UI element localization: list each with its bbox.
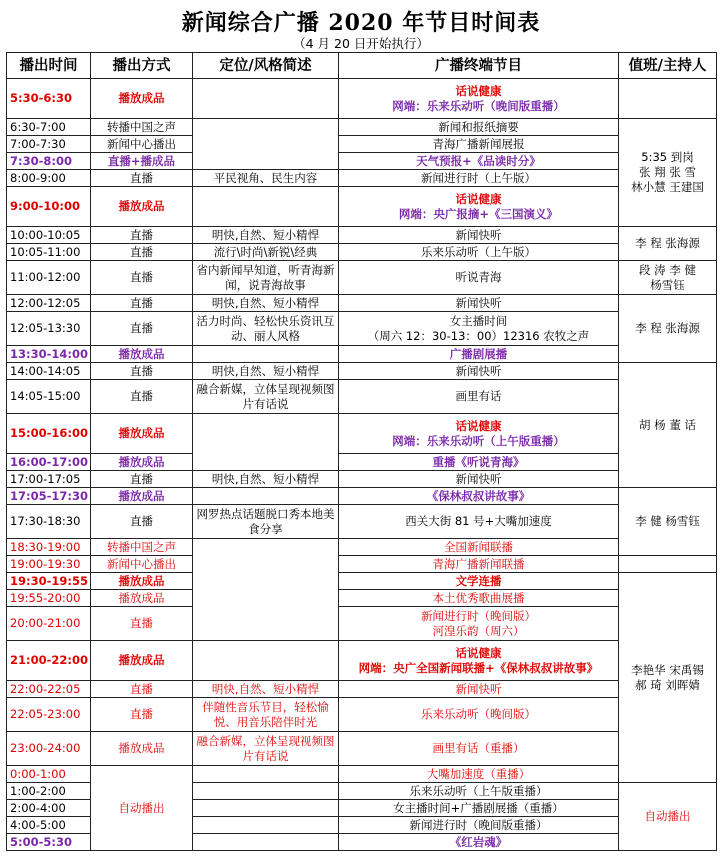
program-line: 新闻和报纸摘要: [438, 119, 519, 134]
mode-cell: 播放成品: [91, 414, 193, 454]
mode-cell: 直播: [91, 380, 193, 414]
time-cell: 10:00-10:05: [7, 227, 91, 244]
program-cell: [339, 153, 619, 170]
time-cell: 17:00-17:05: [7, 471, 91, 488]
host-cell: 李 程 张海源: [619, 227, 717, 261]
program-cell: [339, 834, 619, 851]
position-cell: 省内新闻早知道，听青海新闻，说青海故事: [193, 261, 339, 295]
mode-cell: 新闻中心播出: [91, 556, 193, 573]
program-line: 新闻快听: [455, 227, 502, 242]
table-row: [7, 261, 717, 295]
program-line: 乐来乐动听（晚间版）: [421, 707, 536, 721]
mode-cell: 播放成品: [91, 454, 193, 471]
time-cell: 15:00-16:00: [7, 414, 91, 454]
program-cell: [339, 244, 619, 261]
program-cell: [339, 312, 619, 346]
program-cell: [339, 187, 619, 227]
position-cell: [193, 119, 339, 170]
program-line: 本土优秀歌曲展播: [432, 590, 525, 605]
header-row: [7, 53, 717, 79]
mode-cell: 播放成品: [91, 79, 193, 119]
program-cell: [339, 295, 619, 312]
table-row: [7, 79, 717, 119]
table-row: [7, 539, 717, 556]
time-cell: 12:00-12:05: [7, 295, 91, 312]
time-cell: 14:00-14:05: [7, 363, 91, 380]
program-line: 新闻快听: [455, 295, 502, 310]
program-line: 网端：央广全国新闻联播+《保林叔叔讲故事》: [358, 660, 599, 675]
mode-cell: 播放成品: [91, 641, 193, 681]
time-cell: 18:30-19:00: [7, 539, 91, 556]
table-row: [7, 681, 717, 698]
program-cell: [339, 817, 619, 834]
program-line: 话说健康: [455, 191, 502, 206]
program-line: 乐来乐动听（上午版重播）: [409, 783, 548, 798]
program-line: 新闻快听: [455, 681, 502, 696]
position-cell: [193, 346, 339, 363]
table-row: [7, 170, 717, 187]
program-cell: [339, 346, 619, 363]
host-cell: 段 涛 李 健 杨雪钰: [619, 261, 717, 295]
position-cell: [193, 187, 339, 227]
program-cell: [339, 698, 619, 732]
time-cell: 5:00-5:30: [7, 834, 91, 851]
time-cell: 17:30-18:30: [7, 505, 91, 539]
page-title: 新闻综合广播 2020 年节目时间表: [181, 10, 541, 36]
program-line: 新闻快听: [455, 471, 502, 486]
mode-cell: 播放成品: [91, 573, 193, 590]
time-cell: 1:00-2:00: [7, 783, 91, 800]
time-cell: 4:00-5:00: [7, 817, 91, 834]
header-program: 广播终端节目: [339, 53, 619, 79]
program-cell: [339, 414, 619, 454]
program-line: 画里有话: [455, 389, 502, 403]
time-cell: 12:05-13:30: [7, 312, 91, 346]
position-cell: 活力时尚、轻松快乐资讯互动、丽人风格: [193, 312, 339, 346]
program-line: 女主播时间+广播剧展播（重播）: [393, 800, 564, 815]
program-cell: [339, 573, 619, 590]
time-cell: 19:30-19:55: [7, 573, 91, 590]
program-cell: [339, 380, 619, 414]
mode-cell: 直播: [91, 471, 193, 488]
header-mode: 播出方式: [91, 53, 193, 79]
table-row: [7, 573, 717, 590]
time-cell: 7:30-8:00: [7, 153, 91, 170]
host-cell: 李 程 张海源: [619, 295, 717, 363]
header-position: 定位/风格简述: [193, 53, 339, 79]
program-line: 网端：央广报摘+《三国演义》: [398, 206, 559, 221]
mode-cell: 新闻中心播出: [91, 136, 193, 153]
mode-cell: 直播: [91, 295, 193, 312]
position-cell: [193, 79, 339, 119]
time-cell: 22:00-22:05: [7, 681, 91, 698]
program-cell: [339, 766, 619, 783]
table-row: [7, 590, 717, 607]
time-cell: 2:00-4:00: [7, 800, 91, 817]
program-cell: [339, 681, 619, 698]
program-cell: [339, 119, 619, 136]
host-cell: 5:35 到岗 张 翔 张 雪 林小慧 王建国: [619, 119, 717, 227]
program-line: 大嘴加速度（重播）: [426, 766, 531, 781]
page-subtitle: （4 月 20 日开始执行）: [293, 36, 429, 51]
program-cell: [339, 590, 619, 607]
program-cell: [339, 471, 619, 488]
time-cell: 21:00-22:00: [7, 641, 91, 681]
time-cell: 8:00-9:00: [7, 170, 91, 187]
mode-cell: 播放成品: [91, 590, 193, 607]
program-line: 广播剧展播: [449, 346, 508, 361]
position-cell: [193, 783, 339, 800]
program-line: 乐来乐动听（上午版）: [421, 244, 536, 259]
time-cell: 7:00-7:30: [7, 136, 91, 153]
program-line: 青海广播新闻展报: [432, 136, 525, 151]
table-row: [7, 505, 717, 539]
program-line: 新闻进行时（晚间版）: [421, 608, 536, 623]
position-cell: 平民视角、民生内容: [193, 170, 339, 187]
position-cell: 融合新媒，立体呈现视频图片有话说: [193, 732, 339, 766]
program-line: 文学连播: [455, 573, 502, 588]
schedule-table: [6, 52, 717, 851]
table-row: [7, 414, 717, 454]
program-cell: [339, 505, 619, 539]
table-row: [7, 227, 717, 244]
program-line: 话说健康: [455, 645, 502, 660]
table-row: [7, 244, 717, 261]
table-row: [7, 346, 717, 363]
mode-cell: 直播: [91, 261, 193, 295]
position-cell: 伴随性音乐节目，轻松愉悦、用音乐陪伴时光: [193, 698, 339, 732]
table-row: [7, 136, 717, 153]
position-cell: [193, 817, 339, 834]
time-cell: 6:30-7:00: [7, 119, 91, 136]
table-row: [7, 380, 717, 414]
time-cell: 0:00-1:00: [7, 766, 91, 783]
table-row: [7, 295, 717, 312]
mode-cell: 直播: [91, 170, 193, 187]
program-cell: [339, 136, 619, 153]
program-cell: [339, 783, 619, 800]
program-cell: [339, 79, 619, 119]
program-line: 听说青海: [455, 270, 502, 284]
table-row: [7, 766, 717, 783]
table-row: [7, 641, 717, 681]
program-line: 网端：乐来乐动听（晚间版重播）: [392, 98, 565, 113]
position-cell: [193, 834, 339, 851]
table-row: [7, 607, 717, 641]
host-cell: 自动播出: [619, 783, 717, 851]
mode-cell: 直播: [91, 698, 193, 732]
host-cell: 李艳华 宋禹锡 郝 琦 刘晖婧: [619, 573, 717, 783]
schedule-body: [7, 79, 717, 851]
position-cell: [193, 414, 339, 471]
host-cell: [619, 556, 717, 573]
mode-cell: 直播+播成品: [91, 153, 193, 170]
mode-cell: 播放成品: [91, 488, 193, 505]
program-line: 河湟乐韵（周六）: [432, 623, 525, 638]
position-cell: 明快,自然、短小精悍: [193, 227, 339, 244]
mode-cell: 直播: [91, 505, 193, 539]
program-line: 新闻进行时（上午版）: [421, 170, 536, 185]
time-cell: 19:55-20:00: [7, 590, 91, 607]
mode-cell: 转播中国之声: [91, 539, 193, 556]
table-row: [7, 556, 717, 573]
position-cell: 明快,自然、短小精悍: [193, 471, 339, 488]
time-cell: 23:00-24:00: [7, 732, 91, 766]
program-line: 话说健康: [455, 83, 502, 98]
time-cell: 16:00-17:00: [7, 454, 91, 471]
position-cell: 流行\时尚\新锐\经典: [193, 244, 339, 261]
position-cell: [193, 539, 339, 641]
time-cell: 5:30-6:30: [7, 79, 91, 119]
time-cell: 14:05-15:00: [7, 380, 91, 414]
mode-cell: 播放成品: [91, 346, 193, 363]
program-cell: [339, 641, 619, 681]
program-line: 新闻快听: [455, 363, 502, 378]
position-cell: 明快,自然、短小精悍: [193, 295, 339, 312]
program-cell: [339, 363, 619, 380]
table-row: [7, 732, 717, 766]
program-cell: [339, 539, 619, 556]
table-row: [7, 153, 717, 170]
program-cell: [339, 488, 619, 505]
program-cell: [339, 261, 619, 295]
host-cell: 李 健 杨雪钰: [619, 488, 717, 556]
mode-cell: 转播中国之声: [91, 119, 193, 136]
program-line: 《保林叔叔讲故事》: [426, 488, 531, 503]
position-cell: [193, 641, 339, 681]
program-line: 西关大街 81 号+大嘴加速度: [405, 514, 552, 528]
program-cell: [339, 227, 619, 244]
host-cell: [619, 79, 717, 119]
position-cell: 网罗热点话题脱口秀本地美食分享: [193, 505, 339, 539]
table-row: [7, 187, 717, 227]
header-time: 播出时间: [7, 53, 91, 79]
time-cell: 20:00-21:00: [7, 607, 91, 641]
mode-cell: 播放成品: [91, 732, 193, 766]
time-cell: 17:05-17:30: [7, 488, 91, 505]
mode-cell: 直播: [91, 227, 193, 244]
table-row: [7, 119, 717, 136]
position-cell: 明快,自然、短小精悍: [193, 681, 339, 698]
program-cell: [339, 607, 619, 641]
program-line: 网端：乐来乐动听（上午版重播）: [392, 433, 565, 448]
program-line: 画里有话（重播）: [432, 741, 525, 755]
table-row: [7, 312, 717, 346]
program-line: （周六 12：30-13：00）12316 农牧之声: [367, 328, 590, 343]
table-row: [7, 488, 717, 505]
program-cell: [339, 732, 619, 766]
time-cell: 13:30-14:00: [7, 346, 91, 363]
mode-cell: 直播: [91, 607, 193, 641]
time-cell: 19:00-19:30: [7, 556, 91, 573]
time-cell: 22:05-23:00: [7, 698, 91, 732]
program-line: 天气预报+《品读时分》: [416, 153, 541, 168]
host-cell: 胡 杨 董 话: [619, 363, 717, 488]
time-cell: 11:00-12:00: [7, 261, 91, 295]
mode-cell: 直播: [91, 244, 193, 261]
program-line: 重播《听说青海》: [432, 454, 525, 469]
table-row: [7, 363, 717, 380]
mode-cell: 直播: [91, 681, 193, 698]
table-row: [7, 698, 717, 732]
program-line: 新闻进行时（晚间版重播）: [409, 817, 548, 832]
time-cell: 10:05-11:00: [7, 244, 91, 261]
position-cell: [193, 800, 339, 817]
header-host: 值班/主持人: [619, 53, 717, 79]
program-line: 《红岩魂》: [449, 834, 508, 849]
program-cell: [339, 800, 619, 817]
program-cell: [339, 556, 619, 573]
program-line: 话说健康: [455, 418, 502, 433]
mode-cell: 自动播出: [91, 766, 193, 851]
program-line: 女主播时间: [449, 313, 508, 328]
program-cell: [339, 170, 619, 187]
table-row: [7, 471, 717, 488]
program-cell: [339, 454, 619, 471]
time-cell: 9:00-10:00: [7, 187, 91, 227]
position-cell: [193, 766, 339, 783]
table-row: [7, 454, 717, 471]
program-line: 全国新闻联播: [444, 539, 513, 554]
position-cell: 明快,自然、短小精悍: [193, 363, 339, 380]
position-cell: 融合新媒，立体呈现视频图片有话说: [193, 380, 339, 414]
mode-cell: 直播: [91, 363, 193, 380]
program-line: 青海广播新闻联播: [432, 556, 525, 571]
position-cell: [193, 488, 339, 505]
mode-cell: 直播: [91, 312, 193, 346]
mode-cell: 播放成品: [91, 187, 193, 227]
